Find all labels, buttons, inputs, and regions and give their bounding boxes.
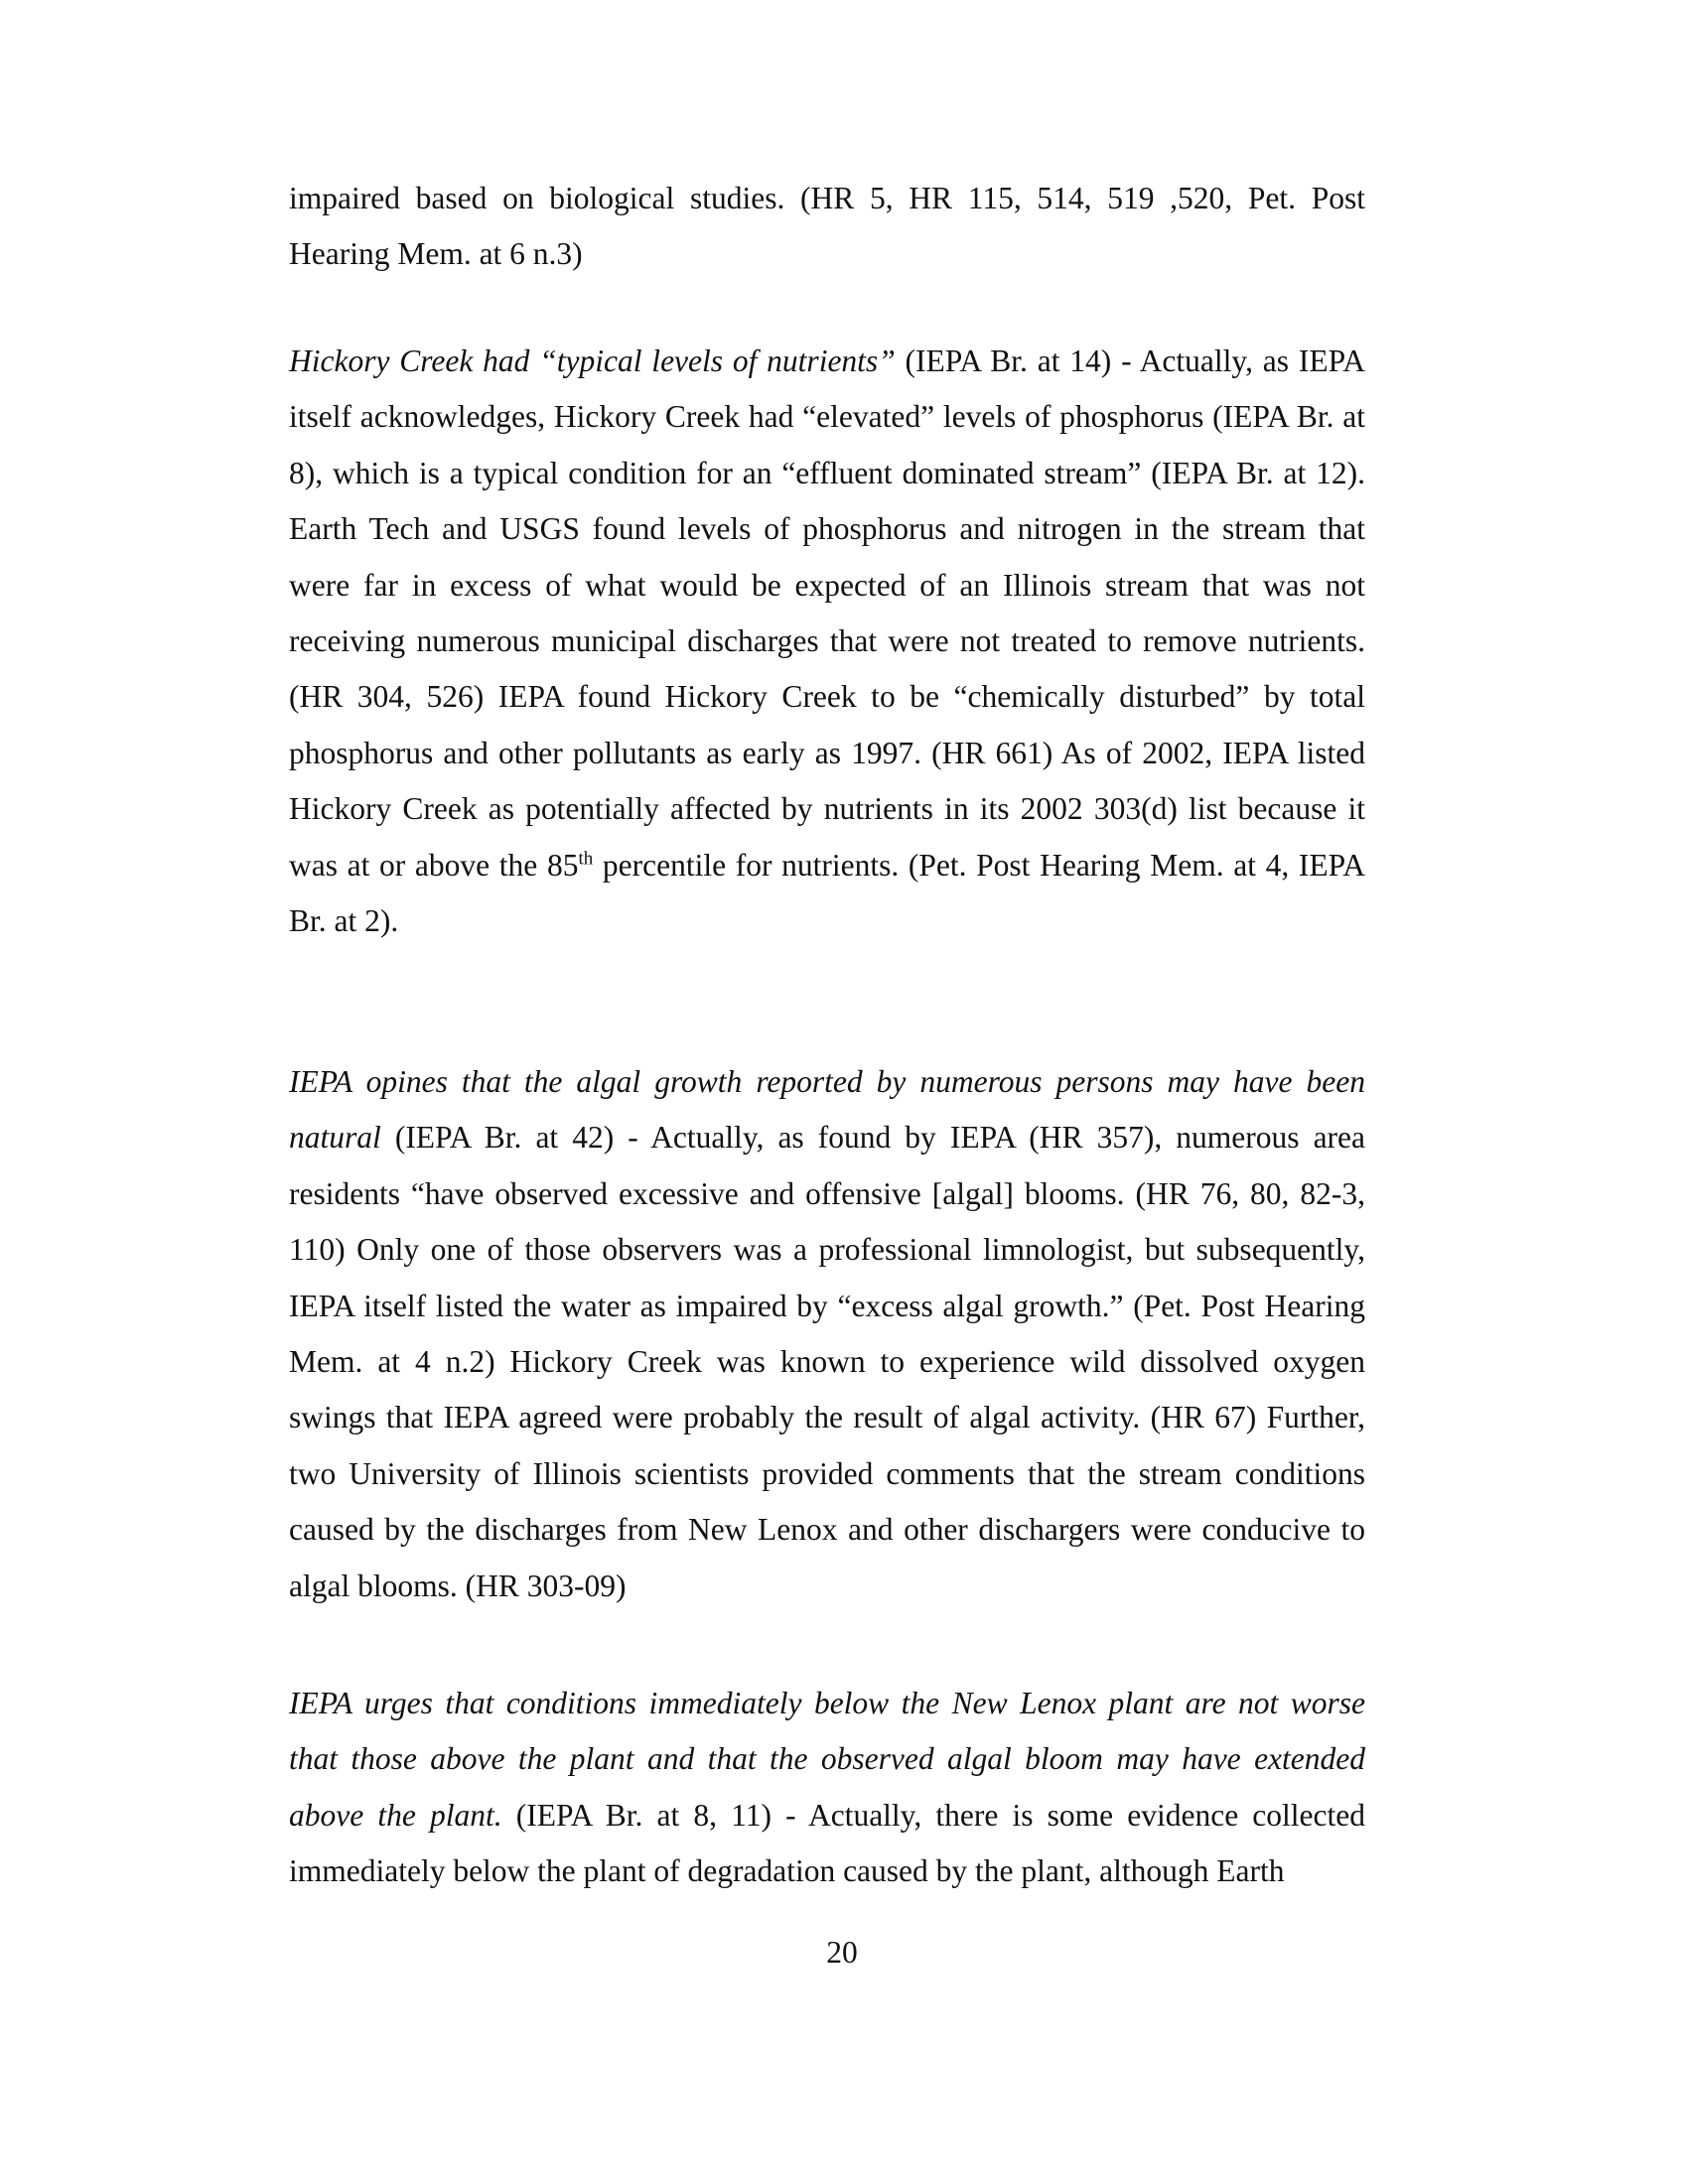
paragraph-1-text: impaired based on biological studies. (HR 5, HR 115, 514, 519 ,520, Pet. Post Hearing Mem. at 6 n.3)	[289, 181, 1365, 272]
paragraph-2-text: (IEPA Br. at 14) - Actually, as IEPA itself acknowledges, Hickory Creek had “elevated” levels of phosphorus (IEPA Br. at 8), which is a typical condition for an “effluent dominated stream” (IEPA Br. at 12). Earth Tech and USGS found levels of phosphorus and nitrogen in the stream that were far in excess of what would be expected of an Illinois stream that was not receiving numerous municipal discharges that were not treated to remove nutrients. (HR 304, 526) IEPA found Hickory Creek to be “chemically disturbed” by total phosphorus and other pollutants as early as 1997. (HR 661) As of 2002, IEPA listed Hickory Creek as potentially affected by nutrients in its 2002 303(d) list because it was at or above the 85	[289, 343, 1365, 883]
page-number: 20	[826, 1935, 858, 1970]
paragraph-3-heading: IEPA opines that the algal growth reported by numerous persons may have been natural	[289, 1064, 1365, 1156]
paragraph-4-text: (IEPA Br. at 8, 11) - Actually, there is some evidence collected immediately below the plant of degradation caused by the plant, although Earth	[289, 1797, 1365, 1889]
paragraph-4	[289, 1676, 1365, 1900]
paragraph-1	[289, 171, 1365, 283]
paragraph-2-superscript: th	[578, 848, 594, 870]
paragraph-4-heading: IEPA urges that conditions immediately below the New Lenox plant are not worse that those above the plant and that the observed algal bloom may have extended above the plant.	[289, 1686, 1365, 1833]
paragraph-3-text: (IEPA Br. at 42) - Actually, as found by IEPA (HR 357), numerous area residents “have observed excessive and offensive [algal] blooms. (HR 76, 80, 82-3, 110) Only one of those observers was a professional limnologist, but subsequently, IEPA itself listed the water as impaired by “excess algal growth.” (Pet. Post Hearing Mem. at 4 n.2) Hickory Creek was known to experience wild dissolved oxygen swings that IEPA agreed were probably the result of algal activity. (HR 67) Further, two University of Illinois scientists provided comments that the stream conditions caused by the discharges from New Lenox and other dischargers were conducive to algal blooms. (HR 303-09)	[289, 1120, 1365, 1603]
paragraph-2-text-end: percentile for nutrients. (Pet. Post Hearing Mem. at 4, IEPA Br. at 2).	[289, 847, 1366, 939]
paragraph-2-heading: Hickory Creek had “typical levels of nutrients”	[289, 343, 896, 378]
paragraph-3	[289, 1054, 1365, 1614]
paragraph-2	[289, 334, 1365, 949]
